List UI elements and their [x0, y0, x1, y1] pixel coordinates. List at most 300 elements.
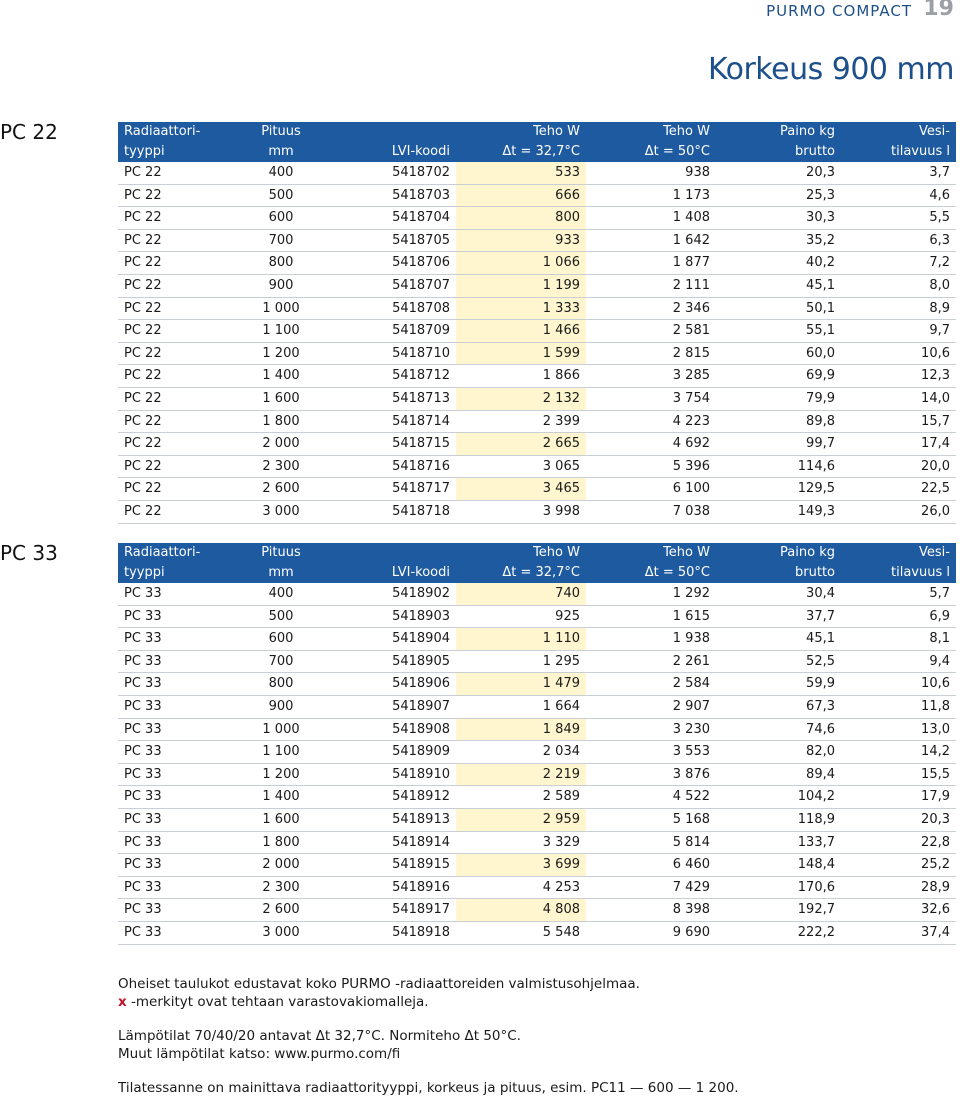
cell-code: 5418917	[336, 899, 456, 922]
cell-code: 5418908	[336, 718, 456, 741]
table-row	[118, 162, 956, 184]
cell-length: 700	[226, 229, 336, 252]
cell-power-32: 2 034	[456, 741, 586, 764]
cell-weight: 99,7	[716, 433, 841, 456]
table-row	[118, 410, 956, 433]
cell-water: 28,9	[841, 876, 956, 899]
cell-power-50: 2 907	[586, 695, 716, 718]
header-water-2: tilavuus l	[841, 563, 956, 583]
cell-water: 9,7	[841, 320, 956, 343]
cell-code: 5418709	[336, 320, 456, 343]
cell-power-32: 1 599	[456, 342, 586, 365]
header-type: Radiaattori-	[118, 122, 226, 142]
cell-water: 11,8	[841, 695, 956, 718]
cell-power-32: 2 399	[456, 410, 586, 433]
header-type-2: tyyppi	[118, 563, 226, 583]
cell-weight: 104,2	[716, 786, 841, 809]
cell-weight: 55,1	[716, 320, 841, 343]
header-type-2: tyyppi	[118, 142, 226, 162]
cell-power-50: 1 292	[586, 583, 716, 605]
cell-water: 13,0	[841, 718, 956, 741]
table-row	[118, 741, 956, 764]
table-row	[118, 899, 956, 922]
cell-weight: 35,2	[716, 229, 841, 252]
cell-water: 17,9	[841, 786, 956, 809]
footnotes	[118, 975, 948, 1097]
cell-power-50: 938	[586, 162, 716, 184]
cell-power-32: 1 199	[456, 274, 586, 297]
table-row	[118, 854, 956, 877]
cell-type: PC 33	[118, 583, 226, 605]
cell-type: PC 33	[118, 786, 226, 809]
cell-code: 5418914	[336, 831, 456, 854]
cell-length: 800	[226, 252, 336, 275]
cell-power-32: 2 959	[456, 808, 586, 831]
cell-code: 5418904	[336, 628, 456, 651]
note-line-4: Muut lämpötilat katso: www.purmo.com/fi	[118, 1046, 401, 1062]
cell-weight: 170,6	[716, 876, 841, 899]
cell-power-32: 1 066	[456, 252, 586, 275]
cell-weight: 114,6	[716, 455, 841, 478]
cell-code: 5418903	[336, 605, 456, 628]
cell-water: 9,4	[841, 650, 956, 673]
stock-mark: x	[118, 994, 127, 1010]
cell-power-32: 2 665	[456, 433, 586, 456]
table-row	[118, 229, 956, 252]
header-power-50-2: Δt = 50°C	[586, 142, 716, 162]
table-row	[118, 365, 956, 388]
cell-length: 2 300	[226, 876, 336, 899]
header-length-2: mm	[226, 563, 336, 583]
cell-water: 20,3	[841, 808, 956, 831]
header-weight: Paino kg	[716, 122, 841, 142]
table-row	[118, 628, 956, 651]
cell-weight: 67,3	[716, 695, 841, 718]
cell-weight: 149,3	[716, 500, 841, 523]
cell-type: PC 22	[118, 184, 226, 207]
cell-power-32: 925	[456, 605, 586, 628]
cell-type: PC 33	[118, 921, 226, 944]
note-line-2	[118, 993, 948, 1011]
cell-code: 5418703	[336, 184, 456, 207]
cell-type: PC 33	[118, 854, 226, 877]
cell-power-50: 8 398	[586, 899, 716, 922]
cell-length: 1 200	[226, 763, 336, 786]
table-row	[118, 207, 956, 230]
header-weight: Paino kg	[716, 543, 841, 563]
cell-power-50: 2 581	[586, 320, 716, 343]
cell-power-32: 4 253	[456, 876, 586, 899]
cell-water: 4,6	[841, 184, 956, 207]
header-power-32-2: Δt = 32,7°C	[456, 563, 586, 583]
cell-water: 25,2	[841, 854, 956, 877]
brand-name: PURMO COMPACT	[766, 2, 912, 20]
cell-power-50: 1 173	[586, 184, 716, 207]
cell-water: 22,8	[841, 831, 956, 854]
cell-power-50: 2 111	[586, 274, 716, 297]
cell-water: 5,7	[841, 583, 956, 605]
cell-type: PC 22	[118, 433, 226, 456]
cell-power-50: 6 460	[586, 854, 716, 877]
cell-power-32: 1 466	[456, 320, 586, 343]
table-row	[118, 831, 956, 854]
cell-type: PC 33	[118, 650, 226, 673]
header-length: Pituus	[226, 543, 336, 563]
table-row	[118, 718, 956, 741]
cell-water: 20,0	[841, 455, 956, 478]
cell-length: 1 800	[226, 410, 336, 433]
cell-code: 5418715	[336, 433, 456, 456]
cell-power-50: 1 408	[586, 207, 716, 230]
cell-power-50: 4 692	[586, 433, 716, 456]
cell-power-32: 5 548	[456, 921, 586, 944]
cell-code: 5418905	[336, 650, 456, 673]
cell-length: 2 300	[226, 455, 336, 478]
cell-code: 5418717	[336, 478, 456, 501]
cell-weight: 133,7	[716, 831, 841, 854]
cell-power-32: 740	[456, 583, 586, 605]
cell-power-32: 1 479	[456, 673, 586, 696]
table-row	[118, 455, 956, 478]
cell-code: 5418710	[336, 342, 456, 365]
table-row	[118, 184, 956, 207]
cell-weight: 45,1	[716, 274, 841, 297]
cell-type: PC 22	[118, 478, 226, 501]
cell-water: 6,3	[841, 229, 956, 252]
cell-power-32: 1 849	[456, 718, 586, 741]
cell-power-50: 4 522	[586, 786, 716, 809]
cell-water: 15,7	[841, 410, 956, 433]
cell-power-32: 3 065	[456, 455, 586, 478]
cell-power-32: 1 295	[456, 650, 586, 673]
cell-type: PC 33	[118, 673, 226, 696]
cell-power-50: 5 814	[586, 831, 716, 854]
cell-power-32: 3 998	[456, 500, 586, 523]
cell-water: 22,5	[841, 478, 956, 501]
cell-length: 1 100	[226, 741, 336, 764]
cell-power-50: 5 396	[586, 455, 716, 478]
cell-code: 5418714	[336, 410, 456, 433]
table-row	[118, 876, 956, 899]
cell-water: 12,3	[841, 365, 956, 388]
cell-water: 26,0	[841, 500, 956, 523]
cell-power-50: 6 100	[586, 478, 716, 501]
cell-type: PC 33	[118, 741, 226, 764]
cell-code: 5418910	[336, 763, 456, 786]
cell-power-50: 5 168	[586, 808, 716, 831]
cell-weight: 129,5	[716, 478, 841, 501]
cell-length: 1 000	[226, 718, 336, 741]
cell-power-50: 3 285	[586, 365, 716, 388]
cell-power-50: 1 642	[586, 229, 716, 252]
cell-power-32: 1 333	[456, 297, 586, 320]
cell-power-32: 3 465	[456, 478, 586, 501]
cell-code: 5418912	[336, 786, 456, 809]
cell-water: 10,6	[841, 673, 956, 696]
header-power-32: Teho W	[456, 122, 586, 142]
cell-weight: 82,0	[716, 741, 841, 764]
cell-water: 3,7	[841, 162, 956, 184]
cell-weight: 40,2	[716, 252, 841, 275]
cell-length: 3 000	[226, 921, 336, 944]
table-row	[118, 673, 956, 696]
table-pc33	[118, 543, 956, 945]
table-row	[118, 433, 956, 456]
cell-weight: 50,1	[716, 297, 841, 320]
cell-power-32: 666	[456, 184, 586, 207]
cell-type: PC 22	[118, 410, 226, 433]
header-water: Vesi-	[841, 122, 956, 142]
cell-water: 17,4	[841, 433, 956, 456]
header-code-2: LVI-koodi	[336, 563, 456, 583]
cell-weight: 148,4	[716, 854, 841, 877]
cell-type: PC 22	[118, 274, 226, 297]
cell-code: 5418907	[336, 695, 456, 718]
cell-type: PC 33	[118, 808, 226, 831]
cell-type: PC 33	[118, 876, 226, 899]
cell-length: 600	[226, 628, 336, 651]
cell-length: 500	[226, 184, 336, 207]
cell-weight: 74,6	[716, 718, 841, 741]
cell-type: PC 22	[118, 229, 226, 252]
header-power-50-2: Δt = 50°C	[586, 563, 716, 583]
cell-power-50: 3 876	[586, 763, 716, 786]
cell-power-50: 2 584	[586, 673, 716, 696]
cell-code: 5418702	[336, 162, 456, 184]
table-row	[118, 695, 956, 718]
cell-length: 1 400	[226, 786, 336, 809]
header-water: Vesi-	[841, 543, 956, 563]
cell-power-50: 7 429	[586, 876, 716, 899]
table-pc22	[118, 122, 956, 524]
cell-length: 1 800	[226, 831, 336, 854]
cell-type: PC 33	[118, 718, 226, 741]
cell-power-50: 2 346	[586, 297, 716, 320]
cell-length: 3 000	[226, 500, 336, 523]
cell-length: 800	[226, 673, 336, 696]
cell-type: PC 22	[118, 252, 226, 275]
cell-power-50: 1 877	[586, 252, 716, 275]
header-weight-2: brutto	[716, 142, 841, 162]
cell-weight: 37,7	[716, 605, 841, 628]
cell-water: 14,2	[841, 741, 956, 764]
cell-weight: 52,5	[716, 650, 841, 673]
cell-power-32: 2 589	[456, 786, 586, 809]
cell-code: 5418708	[336, 297, 456, 320]
cell-type: PC 22	[118, 455, 226, 478]
cell-water: 5,5	[841, 207, 956, 230]
cell-power-50: 3 230	[586, 718, 716, 741]
header-length-2: mm	[226, 142, 336, 162]
cell-length: 400	[226, 162, 336, 184]
cell-weight: 79,9	[716, 387, 841, 410]
cell-water: 7,2	[841, 252, 956, 275]
cell-code: 5418902	[336, 583, 456, 605]
table-header	[118, 543, 956, 583]
cell-type: PC 22	[118, 162, 226, 184]
cell-length: 2 600	[226, 899, 336, 922]
table-row	[118, 252, 956, 275]
cell-length: 900	[226, 274, 336, 297]
cell-power-32: 3 329	[456, 831, 586, 854]
cell-weight: 30,4	[716, 583, 841, 605]
section-label-pc33: PC 33	[0, 541, 58, 565]
cell-water: 8,1	[841, 628, 956, 651]
section-label-pc22: PC 22	[0, 120, 58, 144]
header-weight-2: brutto	[716, 563, 841, 583]
cell-length: 2 000	[226, 854, 336, 877]
cell-water: 15,5	[841, 763, 956, 786]
cell-power-50: 2 261	[586, 650, 716, 673]
cell-length: 900	[226, 695, 336, 718]
note-line-1: Oheiset taulukot edustavat koko PURMO -radiaattoreiden valmistusohjelmaa.	[118, 976, 640, 992]
cell-type: PC 33	[118, 763, 226, 786]
cell-code: 5418707	[336, 274, 456, 297]
cell-water: 10,6	[841, 342, 956, 365]
cell-code: 5418916	[336, 876, 456, 899]
cell-code: 5418909	[336, 741, 456, 764]
table-row	[118, 500, 956, 523]
cell-power-32: 800	[456, 207, 586, 230]
table-row	[118, 808, 956, 831]
cell-type: PC 22	[118, 500, 226, 523]
cell-code: 5418915	[336, 854, 456, 877]
table-row	[118, 605, 956, 628]
table-row	[118, 583, 956, 605]
cell-power-32: 3 699	[456, 854, 586, 877]
cell-length: 1 000	[226, 297, 336, 320]
cell-power-50: 3 754	[586, 387, 716, 410]
cell-power-32: 2 132	[456, 387, 586, 410]
header-code	[336, 122, 456, 142]
cell-length: 600	[226, 207, 336, 230]
cell-code: 5418704	[336, 207, 456, 230]
table-row	[118, 387, 956, 410]
cell-type: PC 22	[118, 320, 226, 343]
cell-weight: 89,8	[716, 410, 841, 433]
cell-length: 2 600	[226, 478, 336, 501]
cell-length: 1 600	[226, 808, 336, 831]
cell-water: 14,0	[841, 387, 956, 410]
cell-power-50: 3 553	[586, 741, 716, 764]
table-row	[118, 274, 956, 297]
cell-power-32: 1 664	[456, 695, 586, 718]
cell-type: PC 22	[118, 297, 226, 320]
cell-code: 5418906	[336, 673, 456, 696]
cell-weight: 20,3	[716, 162, 841, 184]
table-row	[118, 650, 956, 673]
cell-weight: 30,3	[716, 207, 841, 230]
cell-weight: 25,3	[716, 184, 841, 207]
cell-type: PC 33	[118, 628, 226, 651]
cell-weight: 45,1	[716, 628, 841, 651]
cell-power-32: 2 219	[456, 763, 586, 786]
cell-power-32: 933	[456, 229, 586, 252]
note-line-5: Tilatessanne on mainittava radiaattorityyppi, korkeus ja pituus, esim. PC11 — 600 — 1 200.	[118, 1080, 739, 1096]
page-number: 19	[923, 0, 954, 21]
cell-length: 400	[226, 583, 336, 605]
cell-water: 32,6	[841, 899, 956, 922]
cell-code: 5418713	[336, 387, 456, 410]
cell-power-50: 9 690	[586, 921, 716, 944]
cell-code: 5418718	[336, 500, 456, 523]
cell-power-32: 4 808	[456, 899, 586, 922]
cell-water: 37,4	[841, 921, 956, 944]
table-header	[118, 122, 956, 162]
cell-length: 700	[226, 650, 336, 673]
cell-type: PC 33	[118, 695, 226, 718]
cell-type: PC 22	[118, 207, 226, 230]
cell-length: 1 100	[226, 320, 336, 343]
note-line-3: Lämpötilat 70/40/20 antavat Δt 32,7°C. Normiteho Δt 50°C.	[118, 1028, 521, 1044]
cell-power-50: 1 615	[586, 605, 716, 628]
cell-code: 5418706	[336, 252, 456, 275]
cell-code: 5418913	[336, 808, 456, 831]
cell-weight: 60,0	[716, 342, 841, 365]
header-power-32: Teho W	[456, 543, 586, 563]
header-power-50: Teho W	[586, 543, 716, 563]
header-power-50: Teho W	[586, 122, 716, 142]
table-row	[118, 763, 956, 786]
header-code	[336, 543, 456, 563]
cell-code: 5418918	[336, 921, 456, 944]
cell-water: 8,9	[841, 297, 956, 320]
cell-power-32: 533	[456, 162, 586, 184]
header-water-2: tilavuus l	[841, 142, 956, 162]
cell-power-50: 1 938	[586, 628, 716, 651]
header-power-32-2: Δt = 32,7°C	[456, 142, 586, 162]
cell-power-50: 4 223	[586, 410, 716, 433]
cell-weight: 222,2	[716, 921, 841, 944]
cell-code: 5418712	[336, 365, 456, 388]
cell-power-32: 1 866	[456, 365, 586, 388]
note-line-2-text: -merkityt ovat tehtaan varastovakiomalleja.	[126, 994, 429, 1010]
cell-code: 5418716	[336, 455, 456, 478]
cell-length: 1 400	[226, 365, 336, 388]
cell-length: 500	[226, 605, 336, 628]
cell-water: 6,9	[841, 605, 956, 628]
cell-weight: 89,4	[716, 763, 841, 786]
table-row	[118, 478, 956, 501]
cell-water: 8,0	[841, 274, 956, 297]
cell-weight: 69,9	[716, 365, 841, 388]
cell-type: PC 22	[118, 342, 226, 365]
cell-weight: 118,9	[716, 808, 841, 831]
cell-length: 1 600	[226, 387, 336, 410]
cell-power-32: 1 110	[456, 628, 586, 651]
cell-type: PC 33	[118, 899, 226, 922]
cell-type: PC 22	[118, 365, 226, 388]
table-row	[118, 786, 956, 809]
cell-power-50: 2 815	[586, 342, 716, 365]
cell-type: PC 33	[118, 605, 226, 628]
table-row	[118, 320, 956, 343]
cell-code: 5418705	[336, 229, 456, 252]
cell-weight: 59,9	[716, 673, 841, 696]
header-type: Radiaattori-	[118, 543, 226, 563]
cell-type: PC 33	[118, 831, 226, 854]
header-length: Pituus	[226, 122, 336, 142]
cell-type: PC 22	[118, 387, 226, 410]
table-row	[118, 342, 956, 365]
table-row	[118, 297, 956, 320]
cell-weight: 192,7	[716, 899, 841, 922]
cell-length: 2 000	[226, 433, 336, 456]
cell-length: 1 200	[226, 342, 336, 365]
page-title: Korkeus 900 mm	[707, 52, 954, 87]
table-row	[118, 921, 956, 944]
cell-power-50: 7 038	[586, 500, 716, 523]
